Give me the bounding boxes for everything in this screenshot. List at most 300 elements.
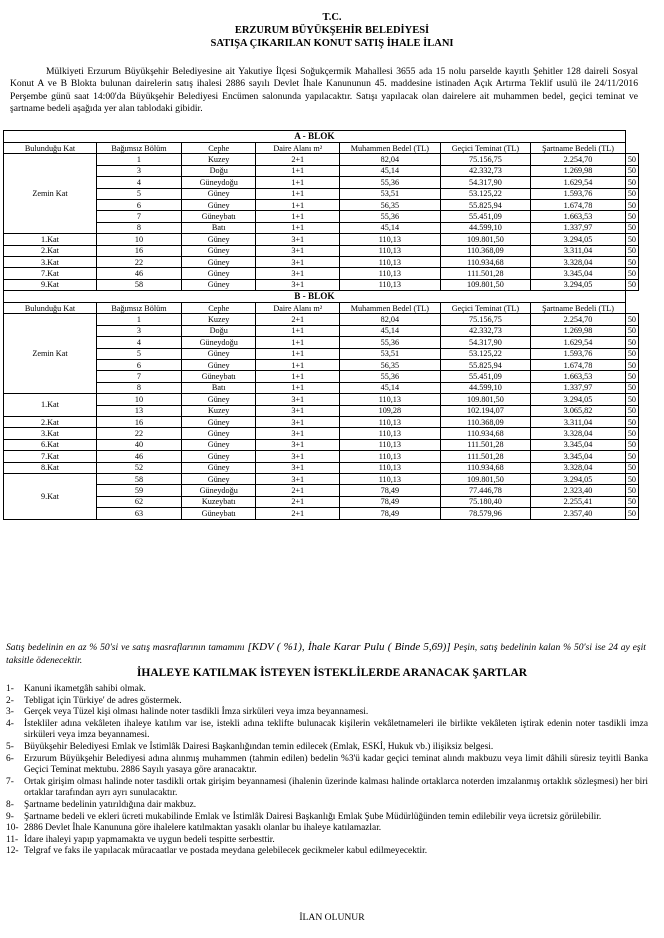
deposit-cell: 3.345,04 (531, 439, 626, 450)
rooms-cell: 1+1 (256, 360, 340, 371)
spec-fee-cell: 50 (625, 348, 638, 359)
facade-cell: Güneybatı (181, 508, 255, 519)
table-row (4, 496, 639, 507)
unit-cell: 46 (96, 268, 181, 279)
requirements-list (6, 684, 648, 858)
area-cell: 110,13 (340, 439, 441, 450)
facade-cell: Güneydoğu (181, 485, 255, 496)
rooms-cell: 1+1 (256, 165, 340, 176)
table-row (4, 188, 639, 199)
unit-cell: 22 (96, 428, 181, 439)
deposit-cell: 1.629,54 (531, 177, 626, 188)
area-cell: 110,13 (340, 394, 441, 405)
estimated-price-cell: 54.317,90 (440, 337, 531, 348)
estimated-price-cell: 55.451,09 (440, 211, 531, 222)
unit-cell: 22 (96, 256, 181, 267)
requirement-number: 5- (6, 741, 14, 752)
requirement-number: 12- (6, 846, 19, 857)
estimated-price-cell: 110.368,09 (440, 245, 531, 256)
deposit-cell: 1.674,78 (531, 360, 626, 371)
floor-cell: 3.Kat (4, 256, 97, 267)
facade-cell: Güney (181, 462, 255, 473)
area-cell: 110,13 (340, 462, 441, 473)
facade-cell: Batı (181, 222, 255, 233)
table-row (4, 234, 639, 245)
table-row (4, 382, 639, 393)
facade-cell: Güneybatı (181, 371, 255, 382)
rooms-cell: 3+1 (256, 439, 340, 450)
requirement-item (6, 696, 648, 708)
deposit-cell: 3.345,04 (531, 451, 626, 462)
estimated-price-cell: 75.180,40 (440, 496, 531, 507)
requirement-item (6, 777, 648, 800)
facade-cell: Güney (181, 256, 255, 267)
table-row (4, 508, 639, 519)
spec-fee-cell: 50 (625, 382, 638, 393)
unit-cell: 62 (96, 496, 181, 507)
rooms-cell: 1+1 (256, 371, 340, 382)
facade-cell: Güney (181, 451, 255, 462)
area-cell: 110,13 (340, 245, 441, 256)
rooms-cell: 3+1 (256, 245, 340, 256)
unit-cell: 6 (96, 199, 181, 210)
deposit-cell: 1.593,76 (531, 348, 626, 359)
rooms-cell: 2+1 (256, 485, 340, 496)
area-cell: 110,13 (340, 416, 441, 427)
area-cell: 56,35 (340, 199, 441, 210)
rooms-cell: 3+1 (256, 405, 340, 416)
requirement-item (6, 823, 648, 835)
deposit-cell: 3.294,05 (531, 473, 626, 484)
column-header: Muhammen Bedel (TL) (340, 303, 441, 314)
spec-fee-cell: 50 (625, 325, 638, 336)
estimated-price-cell: 109.801,50 (440, 279, 531, 290)
floor-cell: Zemin Kat (4, 314, 97, 394)
unit-cell: 7 (96, 371, 181, 382)
column-header: Daire Alanı m² (256, 143, 340, 154)
payment-note-bracket: [KDV ( %1), İhale Karar Pulu ( Binde 5,69)] (247, 641, 451, 653)
column-header: Şartname Bedeli (TL) (531, 303, 626, 314)
spec-fee-cell: 50 (625, 314, 638, 325)
spec-fee-cell: 50 (625, 256, 638, 267)
requirement-item (6, 707, 648, 719)
unit-cell: 8 (96, 382, 181, 393)
spec-fee-cell: 50 (625, 371, 638, 382)
floor-cell: Zemin Kat (4, 154, 97, 234)
rooms-cell: 1+1 (256, 199, 340, 210)
deposit-cell: 1.269,98 (531, 325, 626, 336)
deposit-cell: 3.311,04 (531, 245, 626, 256)
rooms-cell: 1+1 (256, 222, 340, 233)
rooms-cell: 2+1 (256, 154, 340, 165)
rooms-cell: 3+1 (256, 279, 340, 290)
estimated-price-cell: 75.156,75 (440, 314, 531, 325)
rooms-cell: 3+1 (256, 462, 340, 473)
requirement-number: 6- (6, 753, 14, 764)
rooms-cell: 3+1 (256, 394, 340, 405)
area-cell: 110,13 (340, 268, 441, 279)
estimated-price-cell: 55.825,94 (440, 199, 531, 210)
unit-cell: 4 (96, 337, 181, 348)
estimated-price-cell: 110.934,68 (440, 428, 531, 439)
area-cell: 55,36 (340, 371, 441, 382)
facade-cell: Güney (181, 279, 255, 290)
payment-note-text: Satış bedelinin en az % 50'si ve satış masraflarının tamamını (6, 642, 248, 653)
column-header-row (4, 303, 639, 314)
spec-fee-cell: 50 (625, 360, 638, 371)
estimated-price-cell: 77.446,78 (440, 485, 531, 496)
requirement-text: Kanuni ikametgâh sahibi olmak. (24, 684, 146, 694)
rooms-cell: 1+1 (256, 348, 340, 359)
requirement-item (6, 719, 648, 742)
rooms-cell: 1+1 (256, 177, 340, 188)
deposit-cell: 1.337,97 (531, 222, 626, 233)
table-row (4, 428, 639, 439)
facade-cell: Güney (181, 428, 255, 439)
facade-cell: Güneydoğu (181, 177, 255, 188)
floor-cell: 2.Kat (4, 245, 97, 256)
spec-fee-cell: 50 (625, 416, 638, 427)
floor-cell: 1.Kat (4, 234, 97, 245)
table-row (4, 371, 639, 382)
facade-cell: Güneydoğu (181, 337, 255, 348)
requirement-number: 11- (6, 834, 19, 845)
unit-cell: 5 (96, 188, 181, 199)
spec-fee-cell: 50 (625, 337, 638, 348)
deposit-cell: 1.663,53 (531, 371, 626, 382)
area-cell: 78,49 (340, 485, 441, 496)
table-row (4, 222, 639, 233)
requirement-number: 1- (6, 684, 14, 694)
estimated-price-cell: 111.501,28 (440, 268, 531, 279)
facade-cell: Güney (181, 360, 255, 371)
rooms-cell: 2+1 (256, 508, 340, 519)
table-row (4, 416, 639, 427)
facade-cell: Kuzeybatı (181, 496, 255, 507)
deposit-cell: 3.328,04 (531, 256, 626, 267)
spec-fee-cell: 50 (625, 439, 638, 450)
unit-cell: 1 (96, 314, 181, 325)
header-title: SATIŞA ÇIKARILAN KONUT SATIŞ İHALE İLANI (210, 38, 454, 49)
floor-cell: 2.Kat (4, 416, 97, 427)
requirement-text: İstekliler adına vekâleten ihaleye katılım var ise, istekli adına teklifte bulunacak kişilerin vekâletnameleri ile birlikte vekâleten iştirak edenin noter tasdikli imza sirküleri veya imza beyannamesi. (24, 718, 648, 741)
estimated-price-cell: 44.599,10 (440, 222, 531, 233)
requirement-text: Telgraf ve faks ile yapılacak müracaatlar ve postada meydana gelebilecek gecikmeler kabul edilmeyecektir. (24, 846, 428, 857)
unit-cell: 7 (96, 211, 181, 222)
deposit-cell: 1.593,76 (531, 188, 626, 199)
area-cell: 45,14 (340, 325, 441, 336)
floor-cell: 1.Kat (4, 394, 97, 417)
facade-cell: Güney (181, 245, 255, 256)
requirement-text: Şartname bedeli ve ekleri ücreti mukabilinde Emlak ve İstimlâk Dairesi Başkanlığı Emlak Şube Müdürlüğünden temin edilebilir veya ücretsiz görülebilir. (24, 811, 602, 822)
unit-cell: 4 (96, 177, 181, 188)
deposit-cell: 3.328,04 (531, 428, 626, 439)
floor-cell: 7.Kat (4, 268, 97, 279)
unit-cell: 59 (96, 485, 181, 496)
estimated-price-cell: 109.801,50 (440, 394, 531, 405)
facade-cell: Güney (181, 268, 255, 279)
spec-fee-cell: 50 (625, 508, 638, 519)
block-title: B - BLOK (4, 291, 626, 303)
spec-fee-cell: 50 (625, 154, 638, 165)
header-tc: T.C. (322, 12, 342, 23)
column-header: Bağımsız Bölüm (96, 143, 181, 154)
unit-cell: 6 (96, 360, 181, 371)
table-row (4, 177, 639, 188)
table-row (4, 485, 639, 496)
requirement-item (6, 742, 648, 754)
requirement-item (6, 800, 648, 812)
table-row (4, 245, 639, 256)
column-header: Daire Alanı m² (256, 303, 340, 314)
deposit-cell: 3.294,05 (531, 279, 626, 290)
facade-cell: Kuzey (181, 405, 255, 416)
deposit-cell: 1.629,54 (531, 337, 626, 348)
estimated-price-cell: 110.934,68 (440, 256, 531, 267)
column-header: Geçici Teminat (TL) (440, 303, 531, 314)
deposit-cell: 2.254,70 (531, 314, 626, 325)
estimated-price-cell: 55.825,94 (440, 360, 531, 371)
unit-cell: 40 (96, 439, 181, 450)
spec-fee-cell: 50 (625, 428, 638, 439)
column-header: Bağımsız Bölüm (96, 303, 181, 314)
rooms-cell: 3+1 (256, 256, 340, 267)
area-cell: 109,28 (340, 405, 441, 416)
requirement-text: Gerçek veya Tüzel kişi olması halinde noter tasdikli İmza sirküleri veya imza beyannamesi. (24, 707, 369, 718)
rooms-cell: 2+1 (256, 496, 340, 507)
requirement-number: 3- (6, 707, 14, 718)
area-cell: 110,13 (340, 428, 441, 439)
rooms-cell: 1+1 (256, 382, 340, 393)
area-cell: 110,13 (340, 473, 441, 484)
facade-cell: Güney (181, 348, 255, 359)
area-cell: 78,49 (340, 496, 441, 507)
rooms-cell: 3+1 (256, 451, 340, 462)
spec-fee-cell: 50 (625, 394, 638, 405)
spec-fee-cell: 50 (625, 451, 638, 462)
column-header: Cephe (181, 303, 255, 314)
deposit-cell: 1.663,53 (531, 211, 626, 222)
requirement-number: 2- (6, 695, 14, 706)
table-row (4, 348, 639, 359)
spec-fee-cell: 50 (625, 268, 638, 279)
rooms-cell: 3+1 (256, 268, 340, 279)
estimated-price-cell: 53.125,22 (440, 188, 531, 199)
facade-cell: Doğu (181, 165, 255, 176)
footer-ilan-olunur: İLAN OLUNUR (299, 912, 365, 923)
deposit-cell: 3.294,05 (531, 234, 626, 245)
rooms-cell: 3+1 (256, 473, 340, 484)
requirement-item (6, 684, 648, 696)
rooms-cell: 1+1 (256, 337, 340, 348)
column-header: Muhammen Bedel (TL) (340, 143, 441, 154)
rooms-cell: 1+1 (256, 325, 340, 336)
deposit-cell: 2.254,70 (531, 154, 626, 165)
table-row (4, 279, 639, 290)
rooms-cell: 2+1 (256, 314, 340, 325)
deposit-cell: 3.311,04 (531, 416, 626, 427)
area-cell: 82,04 (340, 154, 441, 165)
floor-cell: 9.Kat (4, 279, 97, 290)
area-cell: 45,14 (340, 382, 441, 393)
rooms-cell: 3+1 (256, 428, 340, 439)
estimated-price-cell: 54.317,90 (440, 177, 531, 188)
rooms-cell: 3+1 (256, 234, 340, 245)
payment-note (6, 641, 646, 667)
unit-cell: 1 (96, 154, 181, 165)
area-cell: 45,14 (340, 222, 441, 233)
unit-cell: 13 (96, 405, 181, 416)
deposit-cell: 3.294,05 (531, 394, 626, 405)
column-header: Şartname Bedeli (TL) (531, 143, 626, 154)
deposit-cell: 1.269,98 (531, 165, 626, 176)
area-cell: 110,13 (340, 256, 441, 267)
rooms-cell: 3+1 (256, 416, 340, 427)
column-header: Bulunduğu Kat (4, 303, 97, 314)
requirement-number: 7- (6, 776, 14, 787)
floor-cell: 7.Kat (4, 451, 97, 462)
estimated-price-cell: 109.801,50 (440, 473, 531, 484)
spec-fee-cell: 50 (625, 279, 638, 290)
estimated-price-cell: 42.332,73 (440, 165, 531, 176)
facade-cell: Güney (181, 473, 255, 484)
spec-fee-cell: 50 (625, 485, 638, 496)
facade-cell: Doğu (181, 325, 255, 336)
unit-cell: 5 (96, 348, 181, 359)
column-header-row (4, 143, 639, 154)
table-row (4, 405, 639, 416)
requirement-number: 8- (6, 799, 14, 810)
requirement-text: 2886 Devlet İhale Kanununa göre ihalelere katılmaktan yasaklı olanlar bu ihaleye katılamazlar. (24, 823, 382, 834)
estimated-price-cell: 55.451,09 (440, 371, 531, 382)
deposit-cell: 1.337,97 (531, 382, 626, 393)
estimated-price-cell: 111.501,28 (440, 451, 531, 462)
area-cell: 45,14 (340, 165, 441, 176)
unit-cell: 3 (96, 325, 181, 336)
facade-cell: Güney (181, 199, 255, 210)
unit-cell: 10 (96, 394, 181, 405)
deposit-cell: 1.674,78 (531, 199, 626, 210)
requirement-item (6, 846, 648, 858)
deposit-cell: 3.328,04 (531, 462, 626, 473)
facade-cell: Kuzey (181, 314, 255, 325)
facade-cell: Batı (181, 382, 255, 393)
spec-fee-cell: 50 (625, 496, 638, 507)
table-row (4, 473, 639, 484)
requirement-item (6, 812, 648, 824)
table-row (4, 325, 639, 336)
blocks-table-wrap (3, 130, 639, 520)
estimated-price-cell: 44.599,10 (440, 382, 531, 393)
unit-cell: 52 (96, 462, 181, 473)
requirement-text: Tebligat için Türkiye' de adres göstermek. (24, 695, 182, 706)
estimated-price-cell: 53.125,22 (440, 348, 531, 359)
spec-fee-cell: 50 (625, 462, 638, 473)
estimated-price-cell: 102.194,07 (440, 405, 531, 416)
table-row (4, 199, 639, 210)
payment-note-text-end: Peşin, satış bedelinin kalan % 50'si ise 24 ay eşit taksitle ödenecektir. (6, 642, 646, 666)
intro-paragraph: Mülkiyeti Erzurum Büyükşehir Belediyesine ait Yakutiye İlçesi Soğukçermik Mahallesi 3655 ada 15 nolu parselde kayıtlı Şehitler 128 daireli Sosyal Konut A ve B Blokta bulunan dairelerin satış ihalesi 2886 sayılı Devlet İhale Kanununun 45. maddesine istinaden Açık Artırma Teklif usulü ile 24/11/2016 Perşembe günü saat 14:00'da Büyükşehir Belediyesi Encümen salonunda yapılacaktır. Satışı yapılacak olan dairelere ait muhammen bedel, geçici teminat ve şartname bedeli aşağıda yer alan tablodaki gibidir. (10, 66, 638, 114)
table-row (4, 337, 639, 348)
deposit-cell: 3.065,82 (531, 405, 626, 416)
area-cell: 110,13 (340, 279, 441, 290)
facade-cell: Kuzey (181, 154, 255, 165)
table-row (4, 256, 639, 267)
unit-cell: 58 (96, 473, 181, 484)
column-header: Bulunduğu Kat (4, 143, 97, 154)
area-cell: 110,13 (340, 451, 441, 462)
estimated-price-cell: 78.579,96 (440, 508, 531, 519)
spec-fee-cell: 50 (625, 405, 638, 416)
estimated-price-cell: 110.368,09 (440, 416, 531, 427)
table-row (4, 451, 639, 462)
table-row (4, 394, 639, 405)
area-cell: 55,36 (340, 337, 441, 348)
facade-cell: Güney (181, 416, 255, 427)
rooms-cell: 1+1 (256, 211, 340, 222)
requirement-number: 9- (6, 811, 14, 822)
deposit-cell: 2.323,40 (531, 485, 626, 496)
estimated-price-cell: 109.801,50 (440, 234, 531, 245)
facade-cell: Güney (181, 234, 255, 245)
sale-table (3, 130, 639, 520)
requirements-title: İHALEYE KATILMAK İSTEYEN İSTEKLİLERDE ARANACAK ŞARTLAR (136, 667, 528, 679)
area-cell: 55,36 (340, 211, 441, 222)
deposit-cell: 2.357,40 (531, 508, 626, 519)
table-row (4, 211, 639, 222)
estimated-price-cell: 42.332,73 (440, 325, 531, 336)
area-cell: 53,51 (340, 188, 441, 199)
estimated-price-cell: 75.156,75 (440, 154, 531, 165)
area-cell: 110,13 (340, 234, 441, 245)
facade-cell: Güney (181, 188, 255, 199)
requirement-text: Şartname bedelinin yatırıldığına dair makbuz. (24, 799, 197, 810)
table-row (4, 268, 639, 279)
spec-fee-cell: 50 (625, 222, 638, 233)
deposit-cell: 2.255,41 (531, 496, 626, 507)
requirement-item (6, 754, 648, 777)
area-cell: 82,04 (340, 314, 441, 325)
requirement-text: Büyükşehir Belediyesi Emlak ve İstimlâk Dairesi Başkanlığından temin edilecek (Emlak, ESKİ, Hukuk vb.) ilişiksiz belgesi. (24, 741, 494, 752)
estimated-price-cell: 111.501,28 (440, 439, 531, 450)
requirement-number: 10- (6, 823, 19, 834)
table-row (4, 439, 639, 450)
unit-cell: 46 (96, 451, 181, 462)
requirement-text: İdare ihaleyi yapıp yapmamakta ve uygun bedeli tespitte serbesttir. (24, 834, 275, 845)
spec-fee-cell: 50 (625, 177, 638, 188)
unit-cell: 8 (96, 222, 181, 233)
table-row (4, 462, 639, 473)
spec-fee-cell: 50 (625, 245, 638, 256)
table-row (4, 360, 639, 371)
area-cell: 55,36 (340, 177, 441, 188)
floor-cell: 6.Kat (4, 439, 97, 450)
spec-fee-cell: 50 (625, 165, 638, 176)
spec-fee-cell: 50 (625, 473, 638, 484)
column-header: Cephe (181, 143, 255, 154)
spec-fee-cell: 50 (625, 199, 638, 210)
floor-cell: 3.Kat (4, 428, 97, 439)
spec-fee-cell: 50 (625, 188, 638, 199)
block-title: A - BLOK (4, 131, 626, 143)
table-row (4, 165, 639, 176)
estimated-price-cell: 110.934,68 (440, 462, 531, 473)
area-cell: 56,35 (340, 360, 441, 371)
requirement-number: 4- (6, 718, 14, 729)
area-cell: 53,51 (340, 348, 441, 359)
spec-fee-cell: 50 (625, 234, 638, 245)
requirement-item (6, 835, 648, 847)
